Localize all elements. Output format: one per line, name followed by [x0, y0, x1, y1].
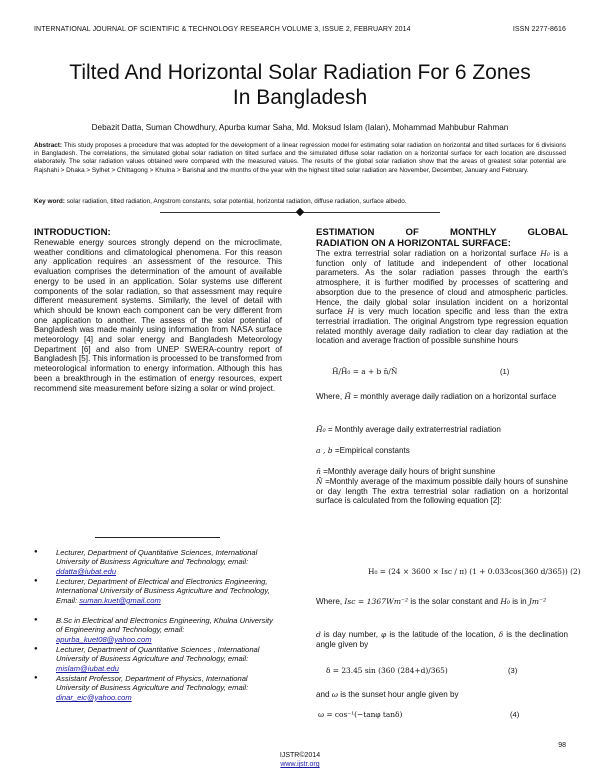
estimation-section	[316, 227, 568, 346]
def-d: d is day number, φ is the latitude of the location, δ is the declination angle given by	[316, 630, 568, 649]
footnote-4: ● Lecturer, Department of Quantitative Sciences , International University of Business Agriculture and Technology, email: mislam@iubat.edu	[34, 645, 260, 673]
keywords	[34, 198, 566, 205]
bullet-icon: ●	[34, 617, 38, 623]
def-N: N̄ =Monthly average of the maximum possible daily hours of sunshine or day length The extra terrestrial solar radiation on a horizontal surface is calculated from the following equation [2]:	[316, 477, 568, 506]
where-h: Where, H̄ = monthly average daily radiation on a horizontal surface	[316, 392, 557, 401]
separator-diamond-icon	[296, 208, 304, 216]
email-link-3[interactable]: apurba_kuet08@yahoo.com	[56, 634, 152, 644]
issn: ISSN 2277-8616	[512, 26, 566, 33]
def-ab: a , b =Empirical constants	[316, 446, 410, 455]
paper-title: Tilted And Horizontal Solar Radiation For 6 Zones In Bangladesh	[69, 61, 531, 109]
equation-3-number: (3)	[508, 666, 518, 675]
equation-1-number: (1)	[500, 367, 510, 376]
estimation-heading-line2: RADIATION ON A HORIZONTAL SURFACE:	[316, 238, 511, 249]
equation-3: δ = 23.45 sin (360 (284+d)/365)	[326, 666, 448, 675]
bullet-icon: ●	[34, 675, 38, 681]
email-link-4[interactable]: mislam@iubat.edu	[56, 663, 120, 673]
equation-2: H₀ = (24 × 3600 × Isc / π) (1 + 0.033cos(360 d/365)) (2)	[368, 567, 581, 576]
footer-copyright: IJSTR©2014	[279, 752, 321, 759]
footnote-5: ● Assistant Professor, Department of Physics, International University of Business Agriculture and Technology, email: dinar_eic@yahoo.com	[34, 674, 249, 702]
journal-header: INTERNATIONAL JOURNAL OF SCIENTIFIC & TECHNOLOGY RESEARCH VOLUME 3, ISSUE 2, FEBRUARY 2014	[34, 26, 411, 33]
page-number: 98	[558, 742, 566, 749]
where-isc: Where, Isc = 1367Wm⁻² is the solar constant and H₀ is in Jm⁻²	[316, 597, 547, 606]
introduction-section	[34, 227, 282, 393]
equation-4: ω = cos⁻¹(−tanφ tanδ)	[318, 710, 403, 719]
footnote-rule	[95, 537, 220, 538]
def-h0: H̄₀ = Monthly average daily extraterrestrial radiation	[316, 425, 501, 434]
footnote-1: ● Lecturer, Department of Quantitative Sciences, International University of Business Agriculture and Technology, email: ddatta@iubat.edu	[34, 548, 258, 576]
footnote-3: ● B.Sc in Electrical and Electronics Engineering, Khulna University of Engineering and Technology, email: apurba_kuet08@yahoo.com	[34, 616, 273, 644]
abstract-label: Abstract:	[34, 142, 63, 149]
email-link-1[interactable]: ddatta@iubat.edu	[56, 566, 117, 576]
keywords-label: Key word:	[34, 198, 65, 205]
estimation-paragraph: The extra terrestrial solar radiation on a horizontal surface H₀ is a function only of latitude and independent of other locational parameters. As the solar radiation passes through the earth's atmosphere, it is further modified by processes of scattering and absorption due to the presence of cloud and atmospheric particles. Hence, the daily global solar insulation incident on a horizontal surface H is very much location specific and less than the extra terrestrial irradiation. The original Angstrom type regression equation related monthly average daily radiation to clear day radiation at the location and average fraction of possible sunshine hours	[316, 249, 568, 346]
bullet-icon: ●	[34, 578, 38, 584]
footnote-2: ● Lecturer, Department of Electrical and Electronics Engineering, International University of Business Agriculture and Technology, Email: suman.kuet@gmail.com	[34, 577, 270, 605]
abstract	[34, 142, 566, 175]
introduction-heading: INTRODUCTION:	[34, 227, 111, 238]
equation-1: H̄/H̄₀ = a + b n̄/N̄	[332, 367, 398, 376]
email-link-5[interactable]: dinar_eic@yahoo.com	[56, 692, 132, 702]
bullet-icon: ●	[34, 646, 38, 652]
equation-4-number: (4)	[510, 710, 520, 719]
footer-url-link[interactable]: www.ijstr.org	[280, 761, 320, 768]
keywords-text: solar radiation, tilted radiation, Angstrom constants, solar potential, horizontal radiation, diffuse radiation, surface albedo.	[66, 198, 407, 205]
abstract-text: This study proposes a procedure that was adopted for the development of a linear regression model for estimating solar radiation on horizontal and tilted surfaces for 6 divisions in Bangladesh. The correlations, the simulated global solar radiation on tilted surface and the simulated diffuse solar radiation on a horizontal surface for each location are discussed elaborately. The solar radiation values obtained were compared with the measured values. The results of the global solar radiation show that the areas of greatest solar potential are Rajshahi > Dhaka > Sylhet > Chittagong > Khulna > Barishal and the months of the year with the highest tilted solar radiation are November, December, January and February.	[34, 142, 566, 174]
def-n: n̄ =Monthly average daily hours of bright sunshine	[316, 467, 496, 476]
authors: Debazit Datta, Suman Chowdhury, Apurba kumar Saha, Md. Moksud Islam (Ialan), Mohammad Mahbubur Rahman	[91, 123, 509, 132]
estimation-heading-line1: ESTIMATION OF MONTHLY GLOBAL	[316, 227, 568, 238]
introduction-text: Renewable energy sources strongly depend on the microclimate, weather conditions and climatological phenomena. For this reason any application requires an assessment of the resource. This evaluation comprises the determination of the amount of available energy to be used in an application. Solar systems use different components of the solar radiation, so that assessment may require different measurement systems. Similarly, the level of detail with which should be known each component can be very different from one application to another. The assess of the solar potential of Bangladesh was made mainly using information from NASA surface meteorology [4] and solar energy and Bangladesh Meteorology Department [6] and also from UNEP SWERA-country report of Bangladesh [5]. This information is processed to be transformed from meteorological information to energy information. Although this has been a breakthrough in the estimation of energy resources, expert recommend site measurement before sizing a solar or wind project.	[34, 238, 282, 393]
def-omega: and ω is the sunset hour angle given by	[316, 690, 459, 699]
email-link-2[interactable]: suman.kuet@gmail.com	[79, 595, 161, 605]
bullet-icon: ●	[34, 549, 38, 555]
